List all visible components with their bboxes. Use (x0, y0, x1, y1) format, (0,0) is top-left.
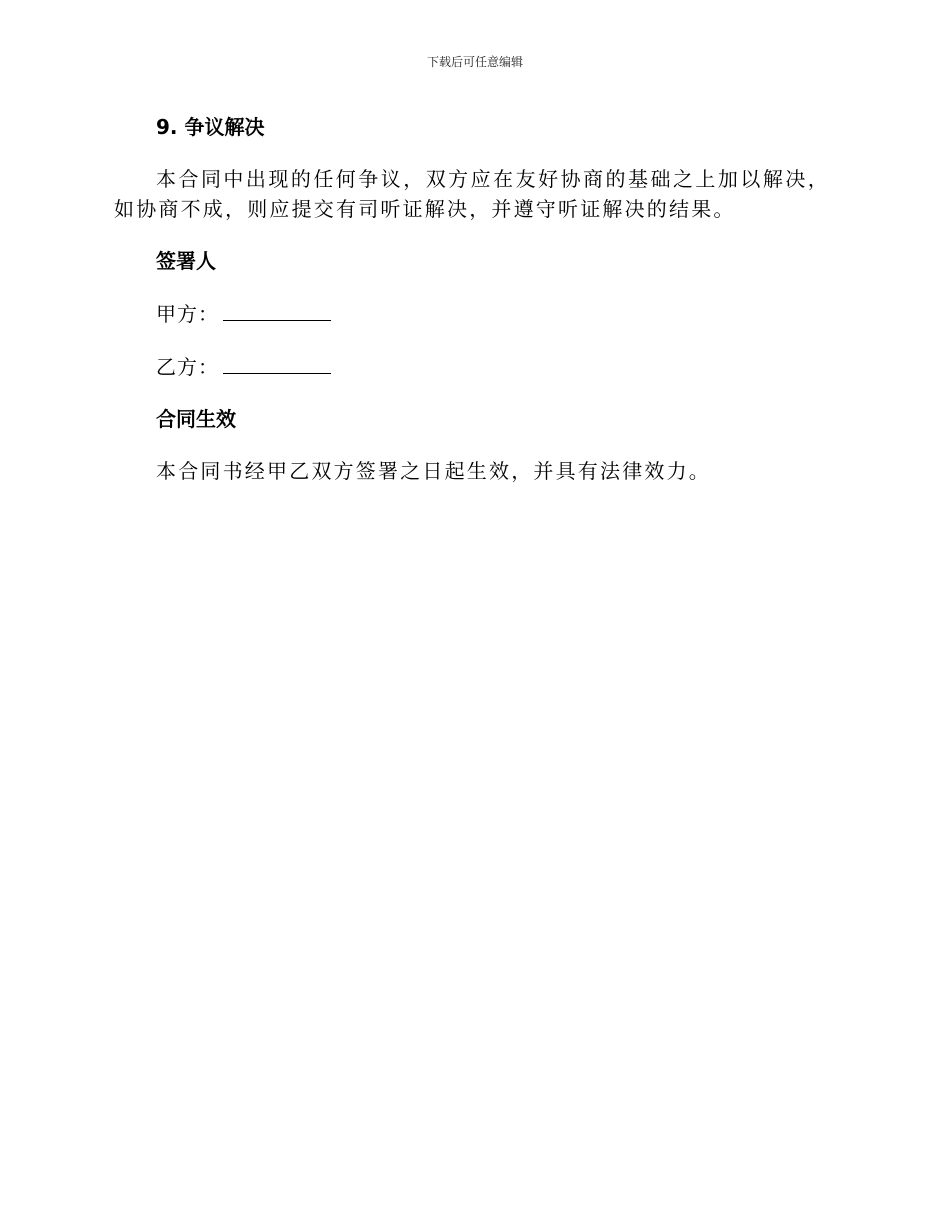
effect-paragraph: 本合同书经甲乙双方签署之日起生效，并具有法律效力。 (156, 459, 711, 483)
document-content (114, 112, 830, 508)
party-b-line (156, 351, 830, 382)
party-b-label: 乙方： (156, 355, 219, 379)
party-a-signature-blank (223, 298, 331, 321)
effect-heading: 合同生效 (156, 407, 236, 431)
dispute-paragraph: 本合同中出现的任何争议，双方应在友好协商的基础之上加以解决，如协商不成，则应提交有司听证解决，并遵守听证解决的结果。 (114, 167, 830, 221)
signers-heading: 签署人 (156, 249, 216, 273)
party-a-line (156, 298, 830, 329)
page-header-note: 下载后可任意编辑 (426, 55, 523, 69)
dispute-heading: 9. 争议解决 (156, 115, 265, 139)
party-a-label: 甲方： (156, 302, 219, 326)
party-b-signature-blank (223, 351, 331, 374)
